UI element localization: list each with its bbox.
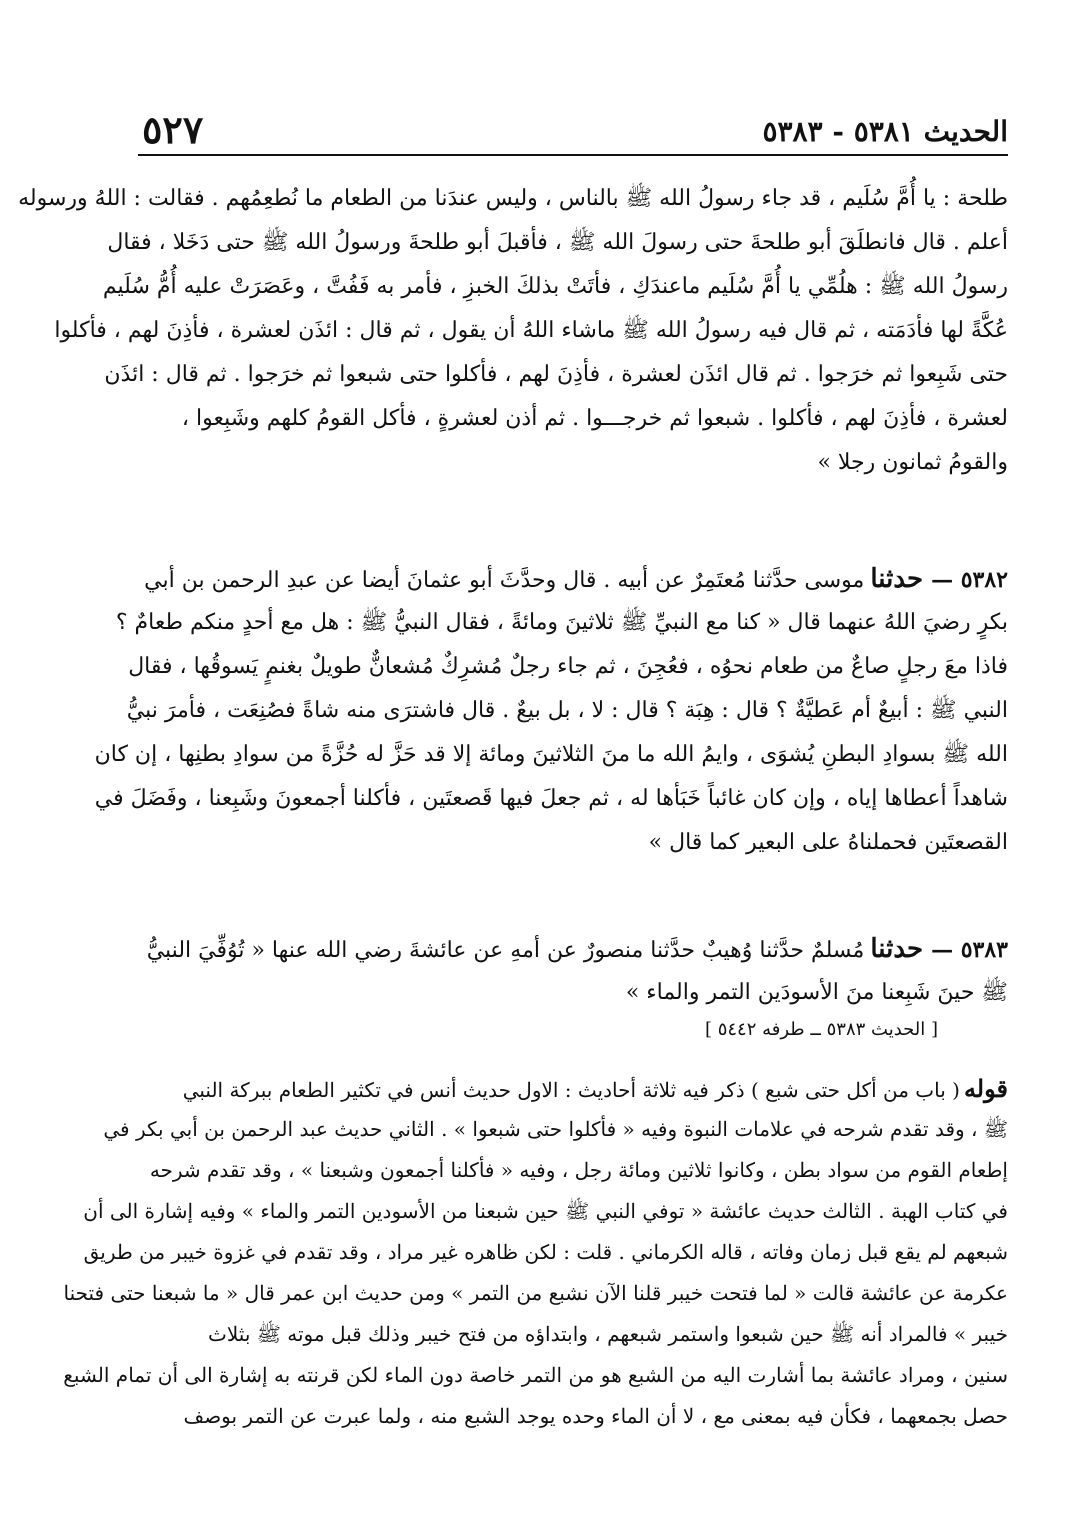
text-line: موسى حدَّثنا مُعتَمِرٌ عن أبيه . قال وحدَّثَ أبو عثمانَ أيضا عن عبدِ الرحمن بن أبي xyxy=(144,568,865,593)
text-line: حصل بجمعهما ، فكأن فيه بمعنى مع ، لا أن الماء وحده يوجد الشبع منه ، ولما عبرت عن التمر بوصف xyxy=(183,1404,1008,1428)
text-line: رسولُ الله ﷺ : هلُمِّي يا أُمَّ سُلَيم ماعندَكِ ، فأتَتْ بذلكَ الخبزِ ، فأمر به فَفُتَّ ، وعَصَرَتْ عليه أُمُّ سُلَيم xyxy=(102,274,1008,299)
text-line: فاذا معَ رجلٍ صاعٌ من طعام نحوُه ، فعُجِنَ ، ثم جاء رجلٌ مُشرِكٌ مُشعانٌّ طويلٌ بغنمٍ يَسوقُها ، فقال xyxy=(128,654,1008,679)
page-header xyxy=(138,104,1008,156)
text-line: أعلم . قال فانطلَقَ أبو طلحةَ حتى رسولَ الله ﷺ ، فأقبلَ أبو طلحةَ ورسولُ الله ﷺ حتى دَخَلا ، فقال xyxy=(107,230,1008,255)
hadith-5381-continuation xyxy=(18,177,1008,485)
text-line: سنين ، ومراد عائشة بما أشارت اليه من الشبع هو من التمر خاصة دون الماء لكن قرنته به إشارة الى أن تمام الشبع xyxy=(63,1363,1008,1387)
text-line: ﷺ حينَ شَبِعنا منَ الأسودَين التمر والماء » xyxy=(625,980,1008,1005)
text-line: ﷺ ، وقد تقدم شرحه في علامات النبوة وفيه « فأكلوا حتى شبعوا » . الثاني حديث عبد الرحمن بن أبي بكر في xyxy=(103,1117,1008,1141)
text-line: الله ﷺ بسوادِ البطنِ يُشوَى ، وايمُ الله ما منَ الثلاثينَ ومائة إلا قد حَزَّ له حُزَّةً من سوادِ بطنِها ، إن كان xyxy=(94,742,1008,767)
text-line: النبي ﷺ : أبيعٌ أم عَطيَّةٌ ؟ قال : هِبَة ؟ قال : لا ، بل بيعٌ . قال فاشترَى منه شاةً فصُنِعَت ، فأمرَ نبيُّ xyxy=(126,698,1008,723)
hadith-5383 xyxy=(138,927,1008,1045)
text-line: في كتاب الهبة . الثالث حديث عائشة « توفي النبي ﷺ حين شبعنا من الأسودين التمر والماء » وفيه إشارة الى أن xyxy=(83,1199,1008,1223)
haddathana-word: حدثنا xyxy=(870,564,924,594)
text-line: عكرمة عن عائشة قالت « لما فتحت خيبر قلنا الآن نشبع من التمر » ومن حديث ابن عمر قال « ما شبعنا حتى فتحنا xyxy=(63,1281,1008,1305)
text-line: شبعهم لم يقع قبل زمان وفاته ، قاله الكرماني . قلت : لكن ظاهره غير مراد ، وقد تقدم في غزوة خيبر من طريق xyxy=(83,1240,1008,1264)
hadith-5382 xyxy=(94,557,1008,865)
running-head: الحديث ٥٣٨١ - ٥٣٨٣ xyxy=(762,115,1008,148)
text-line: ( باب من أكل حتى شبع ) ذكر فيه ثلاثة أحاديث : الاول حديث أنس في تكثير الطعام ببركة النبي xyxy=(182,1078,960,1102)
text-line: شاهداً أعطاها إياه ، وإن كان غائباً خَبَأها له ، ثم جعلَ فيها قَصعتَين ، فأكلنا أجمعونَ وشَبِعنا ، وفَضَلَ في xyxy=(94,786,1008,811)
haddathana-word: حدثنا xyxy=(870,934,924,964)
commentary-first-line xyxy=(138,1068,1008,1109)
page-number: ٥٢٧ xyxy=(142,107,204,152)
hadith-first-line xyxy=(138,557,1008,601)
text-line: لعشرة ، فأذِنَ لهم ، فأكلوا . شبعوا ثم خرجـــوا . ثم أذن لعشرةٍ ، فأكل القومُ كلهم وشَبِعوا ، xyxy=(181,406,1008,431)
hadith-number: ٥٣٨٢ — xyxy=(931,567,1008,593)
text-line: عُكَّةً لها فأدَمَته ، ثم قال فيه رسولُ الله ﷺ ماشاء اللهُ أن يقول ، ثم قال : ائذَن لعشرة ، فأذِنَ لهم ، فأكلوا xyxy=(54,318,1008,343)
commentary xyxy=(63,1068,1008,1437)
text-line: والقومُ ثمانون رجلا » xyxy=(817,450,1008,475)
hadith-first-line xyxy=(138,927,1008,971)
text-line: خيبر » فالمراد أنه ﷺ حين شبعوا واستمر شبعهم ، وابتداؤه من فتح خيبر وذلك قبل موته ﷺ بثلاث xyxy=(208,1322,1008,1346)
cross-reference: [ الحديث ٥٣٨٣ ــ طرفه ٥٤٤٢ ] xyxy=(704,1019,938,1040)
qawluhu-word: قوله xyxy=(963,1074,1008,1103)
text-line: إطعام القوم من سواد بطن ، وكانوا ثلاثين ومائة رجل ، وفيه « فأكلنا أجمعون وشبعنا » ، وقد تقدم شرحه xyxy=(149,1158,1008,1182)
text-line: القصعتَين فحملناهُ على البعير كما قال » xyxy=(648,830,1008,855)
text-line: حتى شَبِعوا ثم خرَجوا . ثم قال ائذَن لعشرة ، فأذِنَ لهم ، فأكلوا حتى شبعوا ثم خرَجوا . ثم قال : ائذَن xyxy=(104,362,1008,387)
text-line: طلحة : يا أُمَّ سُلَيم ، قد جاء رسولُ الله ﷺ بالناس ، وليس عندَنا من الطعام ما نُطعِمُهم . فقالت : اللهُ ورسوله xyxy=(18,186,1008,211)
text-line: بكرٍ رضيَ اللهُ عنهما قال « كنا مع النبيِّ ﷺ ثلاثينَ ومائةً ، فقال النبيُّ ﷺ : هل مع أحدٍ منكم طعامٌ ؟ xyxy=(115,610,1008,635)
text-line: مُسلمٌ حدَّثنا وُهيبٌ حدَّثنا منصورٌ عن أمهِ عن عائشةَ رضي الله عنها « تُوُفِّيَ النبيُّ xyxy=(146,938,865,963)
hadith-number: ٥٣٨٣ — xyxy=(931,937,1008,963)
